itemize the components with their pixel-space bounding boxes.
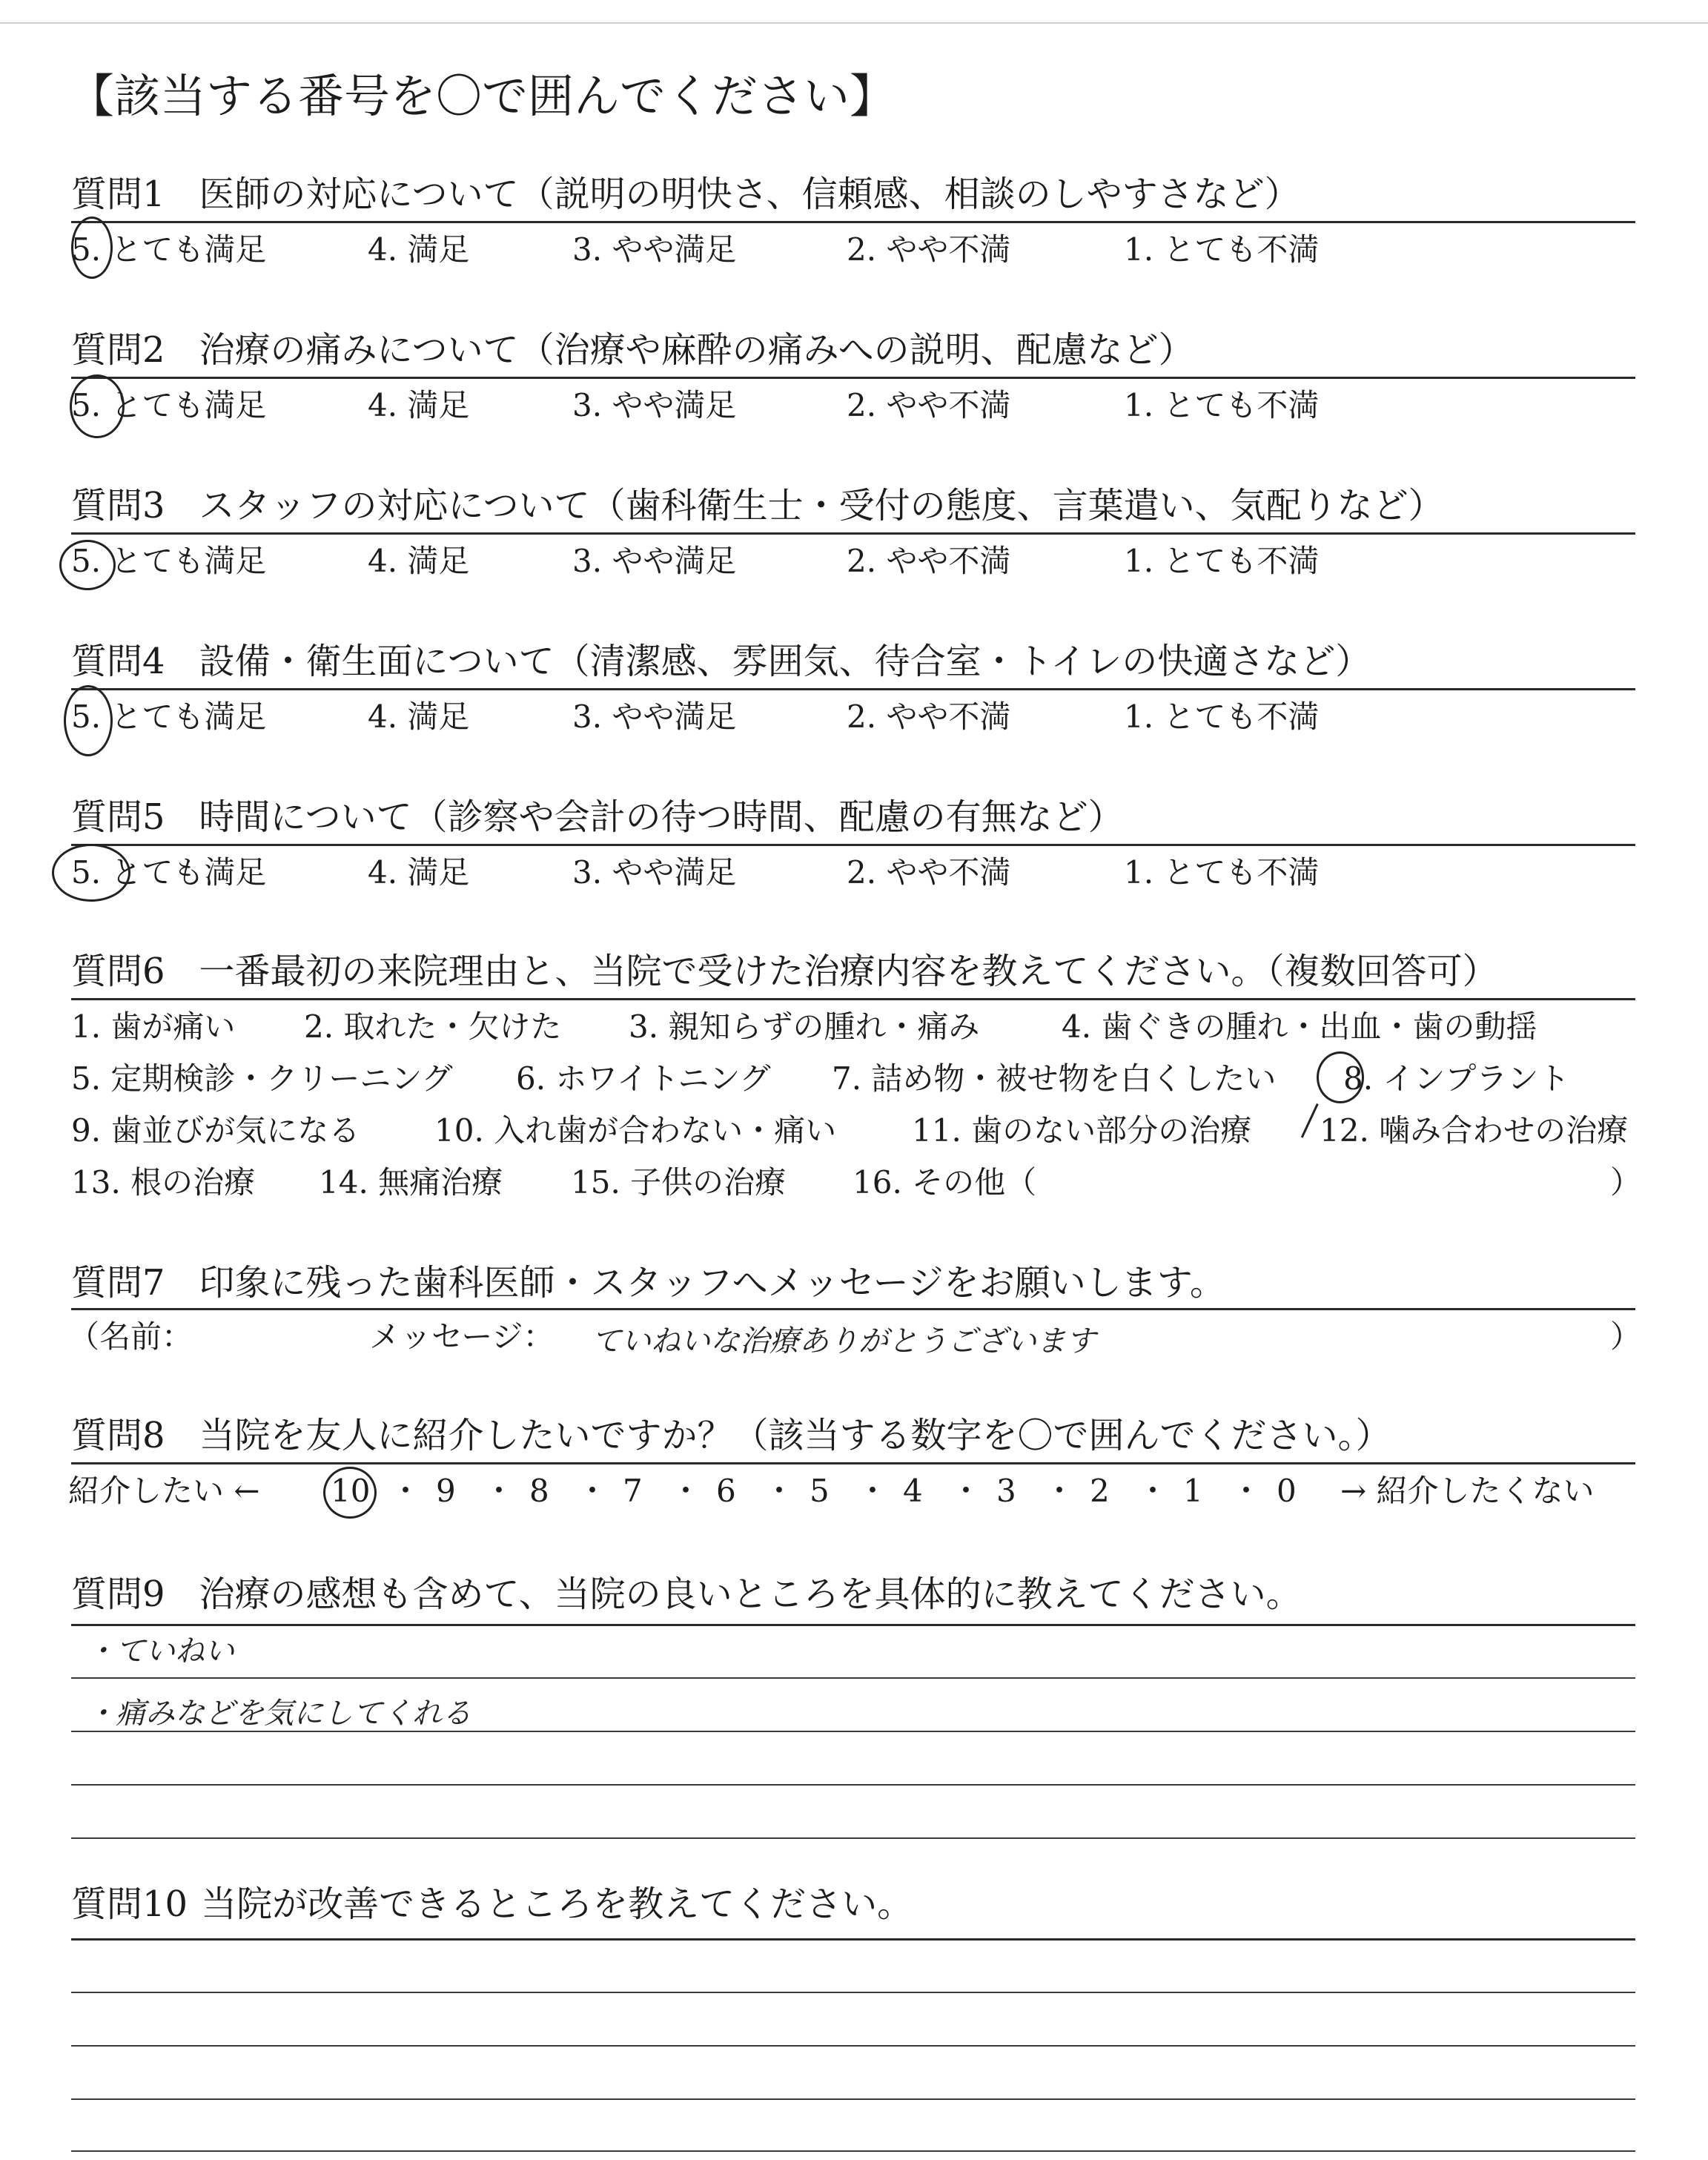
q6-option-13[interactable]: 13. 根の治療: [71, 1164, 256, 1200]
q6-option-15[interactable]: 15. 子供の治療: [571, 1164, 787, 1200]
q8-text: 当院を友人に紹介したいですか？（該当する数字を〇で囲んでください。）: [199, 1415, 1391, 1456]
q8-separator: ・: [670, 1473, 702, 1509]
q1-option-5[interactable]: 5. とても満足: [71, 231, 267, 268]
q1-rule: [71, 221, 1635, 223]
q6-option-6[interactable]: 6. ホワイトニング: [516, 1060, 771, 1097]
q8-selection-circle: [323, 1467, 377, 1519]
q6-text: 一番最初の来院理由と、当院で受けた治療内容を教えてください。（複数回答可）: [199, 951, 1498, 992]
q9-answer-line: [71, 1677, 1635, 1679]
q8-separator: ・: [577, 1473, 609, 1509]
q7-label: 質問7: [71, 1262, 165, 1304]
q6-selection-mark-12: [1301, 1103, 1319, 1138]
q8-title: [71, 1413, 1391, 1458]
q6-option-10[interactable]: 10. 入れ歯が合わない・痛い: [434, 1112, 837, 1149]
q1-text: 医師の対応について（説明の明快さ、信頼感、相談のしやすさなど）: [199, 174, 1300, 215]
q9-answer-line: [71, 1731, 1635, 1732]
q3-option-5[interactable]: 5. とても満足: [71, 543, 267, 579]
scan-edge: [0, 22, 1708, 24]
q8-option-4[interactable]: 4: [903, 1473, 923, 1509]
q5-option-2[interactable]: 2. やや不満: [847, 854, 1011, 891]
q4-text: 設備・衛生面について（清潔感、雰囲気、待合室・トイレの快適さなど）: [199, 641, 1371, 682]
q2-option-1[interactable]: 1. とても不満: [1124, 387, 1320, 423]
q4-option-1[interactable]: 1. とても不満: [1124, 698, 1320, 735]
q6-option-16[interactable]: 16. その他（: [853, 1164, 1037, 1200]
q4-label: 質問4: [71, 641, 165, 682]
q1-option-4[interactable]: 4. 満足: [368, 231, 470, 268]
q7-close-paren: ）: [1610, 1318, 1642, 1355]
q3-option-1[interactable]: 1. とても不満: [1124, 543, 1320, 579]
q4-option-2[interactable]: 2. やや不満: [847, 698, 1011, 735]
q8-rule: [71, 1462, 1635, 1464]
q3-label: 質問3: [71, 485, 165, 526]
q8-separator: ・: [1231, 1473, 1262, 1509]
q5-text: 時間について（診察や会計の待つ時間、配慮の有無など）: [199, 796, 1124, 838]
q9-answer-line: [71, 1784, 1635, 1786]
q5-label: 質問5: [71, 796, 165, 838]
q5-option-5[interactable]: 5. とても満足: [71, 854, 267, 891]
q6-option-12[interactable]: 12. 噛み合わせの治療: [1320, 1112, 1629, 1149]
q8-option-2[interactable]: 2: [1090, 1473, 1110, 1509]
q1-selection-circle: [71, 217, 113, 279]
q4-option-4[interactable]: 4. 満足: [368, 698, 470, 735]
q8-separator: ・: [483, 1473, 515, 1509]
q6-option-3[interactable]: 3. 親知らずの腫れ・痛み: [629, 1008, 980, 1045]
q8-option-1[interactable]: 1: [1183, 1473, 1203, 1509]
q8-option-0[interactable]: 0: [1277, 1473, 1297, 1509]
q10-answer-line: [71, 2150, 1635, 2152]
q5-option-4[interactable]: 4. 満足: [368, 854, 470, 891]
q5-rule: [71, 844, 1635, 846]
q6-option-11[interactable]: 11. 歯のない部分の治療: [912, 1112, 1252, 1149]
q7-rule: [71, 1308, 1635, 1310]
q1-option-1[interactable]: 1. とても不満: [1124, 231, 1320, 268]
q6-label: 質問6: [71, 951, 165, 992]
q8-option-6[interactable]: 6: [716, 1473, 736, 1509]
q1-title: [71, 172, 1300, 217]
q3-option-2[interactable]: 2. やや不満: [847, 543, 1011, 579]
q5-option-1[interactable]: 1. とても不満: [1124, 854, 1320, 891]
q1-label: 質問1: [71, 174, 165, 215]
q2-selection-circle: [70, 374, 125, 438]
q7-title: [71, 1261, 1225, 1305]
q6-title: [71, 949, 1498, 994]
q6-rule: [71, 998, 1635, 1000]
q2-title: [71, 328, 1194, 372]
form-title: 【該当する番号を〇で囲んでください】: [68, 69, 896, 123]
q5-title: [71, 795, 1124, 839]
q8-option-10[interactable]: 10: [331, 1473, 371, 1509]
q8-separator: ・: [857, 1473, 889, 1509]
q3-rule: [71, 532, 1635, 535]
q2-option-2[interactable]: 2. やや不満: [847, 387, 1011, 423]
q9-answer-line: [71, 1837, 1635, 1839]
q7-text: 印象に残った歯科医師・スタッフへメッセージをお願いします。: [199, 1262, 1225, 1304]
q8-label: 質問8: [71, 1415, 165, 1456]
q1-option-3[interactable]: 3. やや満足: [572, 231, 737, 268]
q5-selection-circle: [52, 844, 130, 902]
q9-title: [71, 1572, 1302, 1616]
q2-option-3[interactable]: 3. やや満足: [572, 387, 737, 423]
q3-selection-circle: [59, 540, 116, 590]
q4-rule: [71, 688, 1635, 690]
q8-option-7[interactable]: 7: [623, 1473, 643, 1509]
q6-option-1[interactable]: 1. 歯が痛い: [71, 1008, 236, 1045]
q3-option-4[interactable]: 4. 満足: [368, 543, 470, 579]
q6-option-8[interactable]: 8. インプラント: [1343, 1060, 1570, 1097]
q5-option-3[interactable]: 3. やや満足: [572, 854, 737, 891]
q10-answer-line: [71, 2045, 1635, 2047]
q7-message-value[interactable]: ていねいな治療ありがとうございます: [592, 1324, 1096, 1358]
q9-rule: [71, 1624, 1635, 1626]
q7-name-label: （名前：: [68, 1318, 193, 1355]
q6-option-7[interactable]: 7. 詰め物・被せ物を白くしたい: [832, 1060, 1277, 1097]
q10-label: 質問10: [71, 1883, 188, 1925]
q4-option-5[interactable]: 5. とても満足: [71, 698, 267, 735]
q1-option-2[interactable]: 2. やや不満: [847, 231, 1011, 268]
q8-option-5[interactable]: 5: [810, 1473, 830, 1509]
q2-label: 質問2: [71, 329, 165, 371]
q9-text: 治療の感想も含めて、当院の良いところを具体的に教えてください。: [199, 1573, 1302, 1615]
q8-left-label: 紹介したい ←: [68, 1473, 260, 1509]
q8-option-3[interactable]: 3: [996, 1473, 1016, 1509]
q6-option-9[interactable]: 9. 歯並びが気になる: [71, 1112, 360, 1149]
q9-answer-2[interactable]: ・痛みなどを気にしてくれる: [86, 1697, 471, 1731]
q3-title: [71, 483, 1444, 528]
q2-rule: [71, 377, 1635, 379]
q10-text: 当院が改善できるところを教えてください。: [201, 1883, 913, 1925]
q10-title: [71, 1882, 913, 1926]
q6-other-close-paren: ）: [1610, 1164, 1642, 1200]
q10-rule: [71, 1938, 1635, 1941]
q4-selection-circle: [64, 685, 113, 756]
q10-answer-line: [71, 2098, 1635, 2100]
q9-answer-1[interactable]: ・ていねい: [86, 1634, 234, 1668]
q6-option-2[interactable]: 2. 取れた・欠けた: [304, 1008, 562, 1045]
q8-option-8[interactable]: 8: [529, 1473, 549, 1509]
q2-text: 治療の痛みについて（治療や麻酔の痛みへの説明、配慮など）: [199, 329, 1194, 371]
q8-separator: ・: [764, 1473, 795, 1509]
q4-title: [71, 639, 1371, 684]
q8-separator: ・: [390, 1473, 422, 1509]
q8-separator: ・: [950, 1473, 982, 1509]
q6-option-4[interactable]: 4. 歯ぐきの腫れ・出血・歯の動揺: [1062, 1008, 1537, 1045]
q7-message-label: メッセージ：: [369, 1318, 555, 1355]
q6-option-14[interactable]: 14. 無痛治療: [319, 1164, 503, 1200]
q2-option-4[interactable]: 4. 満足: [368, 387, 470, 423]
q6-selection-circle-8: [1317, 1051, 1364, 1103]
q3-text: スタッフの対応について（歯科衛生士・受付の態度、言葉遣い、気配りなど）: [199, 485, 1444, 526]
q10-answer-line: [71, 1992, 1635, 1993]
q8-option-9[interactable]: 9: [436, 1473, 456, 1509]
q4-option-3[interactable]: 3. やや満足: [572, 698, 737, 735]
q8-right-label: → 紹介したくない: [1340, 1473, 1595, 1509]
q8-separator: ・: [1137, 1473, 1169, 1509]
q9-label: 質問9: [71, 1573, 165, 1615]
q2-option-5[interactable]: 5. とても満足: [71, 387, 267, 423]
q3-option-3[interactable]: 3. やや満足: [572, 543, 737, 579]
q8-separator: ・: [1044, 1473, 1076, 1509]
q6-option-5[interactable]: 5. 定期検診・クリーニング: [71, 1060, 453, 1097]
